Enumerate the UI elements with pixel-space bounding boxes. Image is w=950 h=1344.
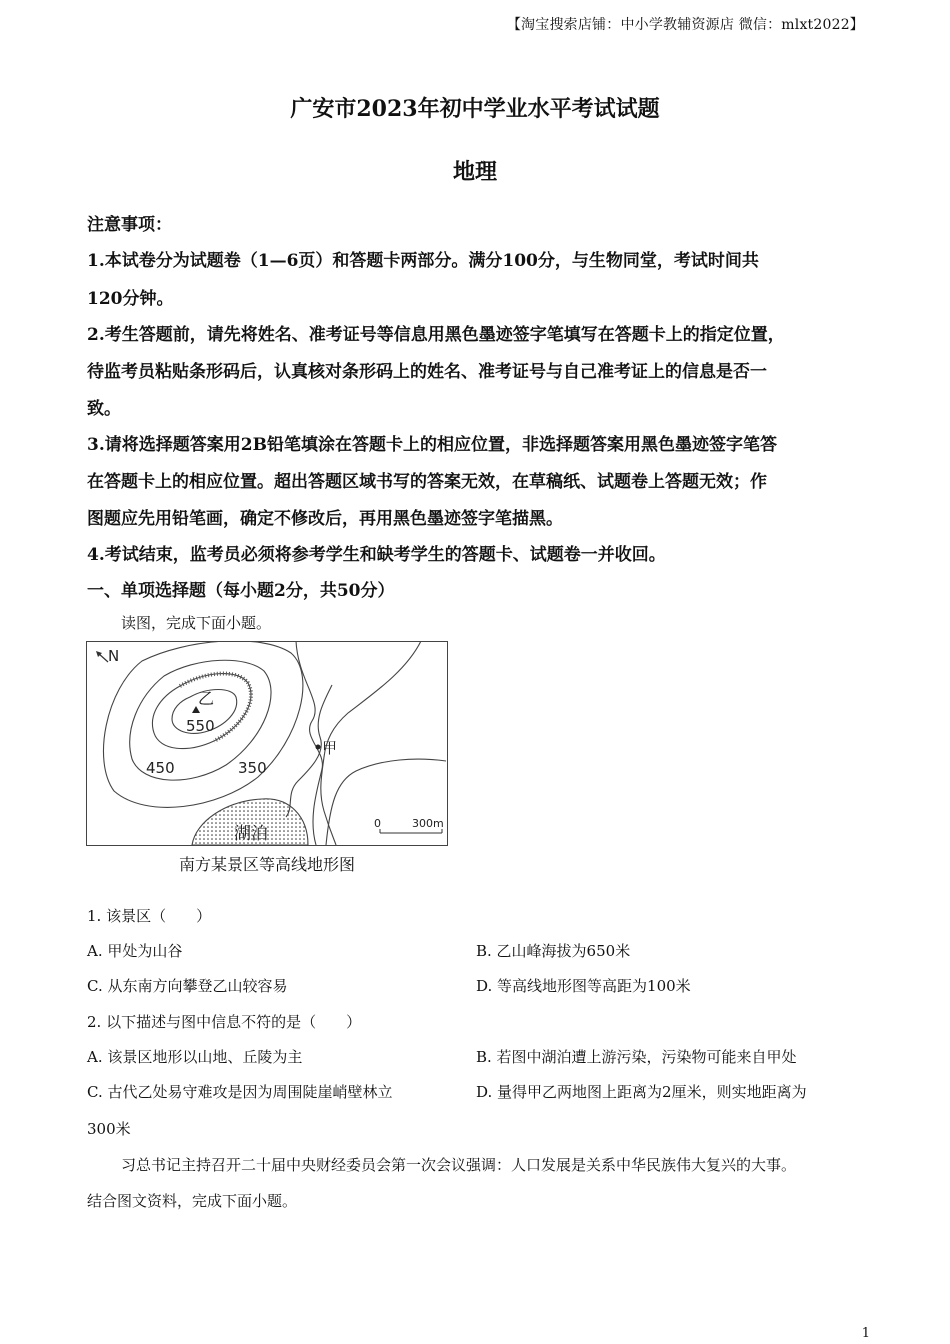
passage-line-2: 结合图文资料，完成下面小题。 — [87, 1192, 298, 1210]
notice-line: 图题应先用铅笔画，确定不修改后，再用黑色墨迹签字笔描黑。 — [87, 509, 563, 529]
notice-line: 在答题卡上的相应位置。超出答题区域书写的答案无效，在草稿纸、试题卷上答题无效；作 — [87, 472, 767, 492]
question-2-stem: 2. 以下描述与图中信息不符的是（ ） — [87, 1013, 362, 1031]
question-2-option-d-cont: 300米 — [87, 1120, 131, 1138]
peak-label: 乙 — [198, 689, 215, 708]
point-jia-marker — [316, 745, 321, 750]
header-note: 【淘宝搜索店铺：中小学教辅资源店 微信：mlxt2022】 — [506, 17, 864, 33]
notice-line: 120分钟。 — [87, 289, 174, 309]
contour-label-350: 350 — [238, 759, 267, 777]
question-1-option-b: B. 乙山峰海拔为650米 — [476, 942, 631, 960]
question-2-option-b: B. 若图中湖泊遭上游污染，污染物可能来自甲处 — [476, 1048, 797, 1066]
contour-label-450: 450 — [146, 759, 175, 777]
scale-zero: 0 — [374, 817, 381, 830]
page-subtitle: 地理 — [452, 159, 497, 185]
question-2-option-a: A. 该景区地形以山地、丘陵为主 — [87, 1048, 303, 1066]
notice-heading: 注意事项： — [87, 215, 172, 235]
question-1-option-a: A. 甲处为山谷 — [87, 942, 183, 960]
section-intro: 读图，完成下面小题。 — [121, 614, 272, 632]
page-number: 1 — [861, 1326, 870, 1341]
question-2-option-c: C. 古代乙处易守难攻是因为周围陡崖峭壁林立 — [87, 1083, 393, 1101]
notice-line: 致。 — [87, 399, 121, 419]
scale-end: 300m — [412, 817, 444, 830]
contour-label-550: 550 — [186, 717, 215, 735]
notice-line: 4.考试结束，监考员必须将参考学生和缺考学生的答题卡、试题卷一并收回。 — [87, 545, 666, 565]
contour-map — [86, 641, 448, 846]
passage-line-1: 习总书记主持召开二十届中央财经委员会第一次会议强调：人口发展是关系中华民族伟大复兴的大事。 — [121, 1156, 797, 1174]
notice-line: 1.本试卷分为试题卷（1—6页）和答题卡两部分。满分100分，与生物同堂，考试时间共 — [87, 251, 759, 271]
map-caption: 南方某景区等高线地形图 — [178, 855, 355, 874]
lake-label: 湖泊 — [234, 824, 268, 844]
point-label-jia: 甲 — [322, 739, 338, 757]
question-2-option-d: D. 量得甲乙两地图上距离为2厘米，则实地距离为 — [476, 1083, 807, 1101]
question-1-stem: 1. 该景区（ ） — [87, 907, 212, 925]
page-title: 广安市2023年初中学业水平考试试题 — [290, 96, 660, 122]
notice-line: 3.请将选择题答案用2B铅笔填涂在答题卡上的相应位置，非选择题答案用黑色墨迹签字笔答 — [87, 435, 777, 455]
notice-line: 待监考员粘贴条形码后，认真核对条形码上的姓名、准考证号与自己准考证上的信息是否一 — [87, 362, 767, 382]
question-1-option-d: D. 等高线地形图等高距为100米 — [476, 977, 691, 995]
north-label: N — [108, 647, 120, 665]
notice-line: 2.考生答题前，请先将姓名、准考证号等信息用黑色墨迹签字笔填写在答题卡上的指定位置， — [87, 325, 785, 345]
question-1-option-c: C. 从东南方向攀登乙山较容易 — [87, 977, 288, 995]
section-heading: 一、单项选择题（每小题2分，共50分） — [87, 581, 395, 601]
